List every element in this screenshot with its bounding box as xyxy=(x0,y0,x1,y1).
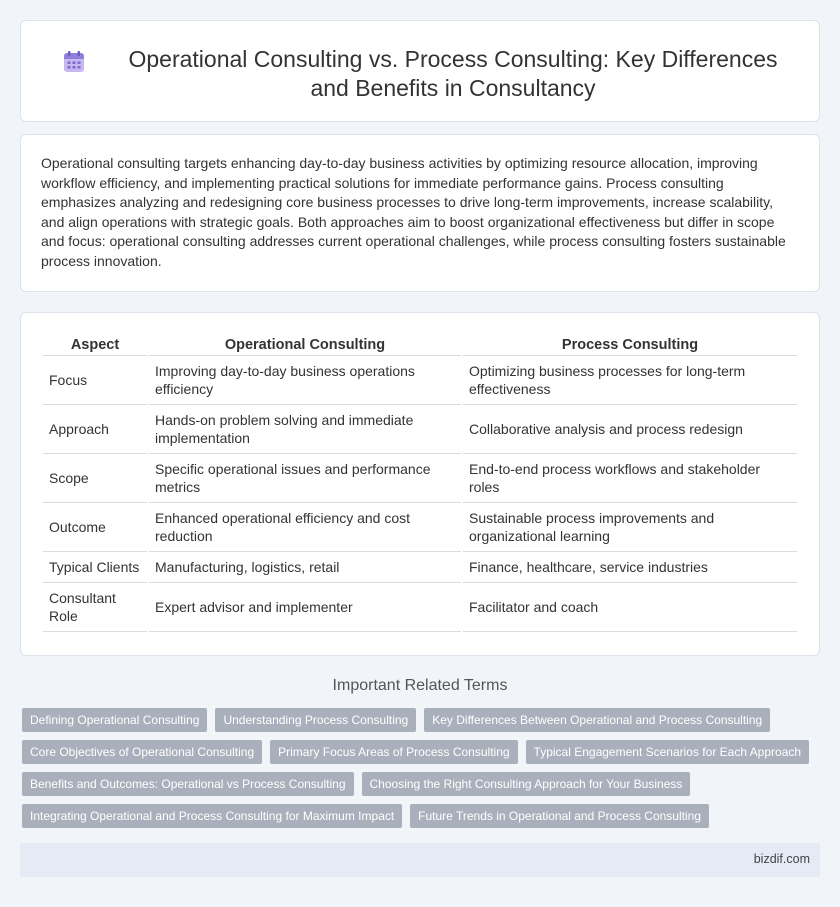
related-term-tag[interactable]: Choosing the Right Consulting Approach for Your Business xyxy=(362,772,691,796)
cell-aspect: Focus xyxy=(43,356,147,405)
comparison-table xyxy=(41,335,799,632)
cell-process: Facilitator and coach xyxy=(463,583,797,632)
cell-process: Finance, healthcare, service industries xyxy=(463,552,797,583)
table-row xyxy=(43,405,797,454)
cell-aspect: Approach xyxy=(43,405,147,454)
related-term-tag[interactable]: Core Objectives of Operational Consulting xyxy=(22,740,262,764)
cell-aspect: Outcome xyxy=(43,503,147,552)
intro-paragraph: Operational consulting targets enhancing day-to-day business activities by optimizing resource allocation, improving workflow efficiency, and implementing practical solutions for immediate performance gains. Process consulting emphasizes analyzing and redesigning core business processes to drive long-term improvements, increase scalability, and align operations with strategic goals. Both approaches aim to boost organizational effectiveness but differ in scope and focus: operational consulting addresses current operational challenges, while process consulting fosters sustainable process innovation. xyxy=(41,155,786,269)
table-row xyxy=(43,583,797,632)
cell-operational: Enhanced operational efficiency and cost reduction xyxy=(149,503,461,552)
related-term-tag[interactable]: Defining Operational Consulting xyxy=(22,708,207,732)
related-term-tag[interactable]: Integrating Operational and Process Consulting for Maximum Impact xyxy=(22,804,402,828)
table-row xyxy=(43,454,797,503)
cell-aspect: Consultant Role xyxy=(43,583,147,632)
intro-card xyxy=(20,134,820,292)
site-link[interactable]: bizdif.com xyxy=(753,852,810,866)
table-row xyxy=(43,503,797,552)
cell-operational: Specific operational issues and performance metrics xyxy=(149,454,461,503)
related-term-tag[interactable]: Benefits and Outcomes: Operational vs Process Consulting xyxy=(22,772,354,796)
comparison-card xyxy=(20,312,820,656)
cell-process: Sustainable process improvements and organizational learning xyxy=(463,503,797,552)
header-process: Process Consulting xyxy=(463,335,797,356)
tag-row xyxy=(22,772,822,796)
related-terms-title: Important Related Terms xyxy=(332,677,508,694)
cell-process: Optimizing business processes for long-term effectiveness xyxy=(463,356,797,405)
related-term-tag[interactable]: Key Differences Between Operational and Process Consulting xyxy=(424,708,770,732)
related-terms-list xyxy=(22,708,822,836)
footer xyxy=(20,843,820,877)
header-aspect: Aspect xyxy=(43,335,147,356)
related-term-tag[interactable]: Future Trends in Operational and Process Consulting xyxy=(410,804,709,828)
cell-process: End-to-end process workflows and stakeholder roles xyxy=(463,454,797,503)
header-operational: Operational Consulting xyxy=(149,335,461,356)
table-header-row xyxy=(43,335,797,356)
related-term-tag[interactable]: Understanding Process Consulting xyxy=(215,708,416,732)
related-term-tag[interactable]: Primary Focus Areas of Process Consulting xyxy=(270,740,517,764)
table-row xyxy=(43,552,797,583)
tag-row xyxy=(22,708,822,732)
cell-operational: Manufacturing, logistics, retail xyxy=(149,552,461,583)
title-wrap xyxy=(61,45,799,103)
cell-aspect: Scope xyxy=(43,454,147,503)
header-card xyxy=(20,20,820,122)
table-row xyxy=(43,356,797,405)
cell-operational: Hands-on problem solving and immediate implementation xyxy=(149,405,461,454)
calendar-icon xyxy=(61,49,87,75)
cell-process: Collaborative analysis and process redesign xyxy=(463,405,797,454)
cell-operational: Improving day-to-day business operations efficiency xyxy=(149,356,461,405)
page-title: Operational Consulting vs. Process Consulting: Key Differences and Benefits in Consultancy xyxy=(128,46,778,101)
cell-operational: Expert advisor and implementer xyxy=(149,583,461,632)
tag-row xyxy=(22,804,822,828)
tag-row xyxy=(22,740,822,764)
related-term-tag[interactable]: Typical Engagement Scenarios for Each Approach xyxy=(526,740,810,764)
cell-aspect: Typical Clients xyxy=(43,552,147,583)
